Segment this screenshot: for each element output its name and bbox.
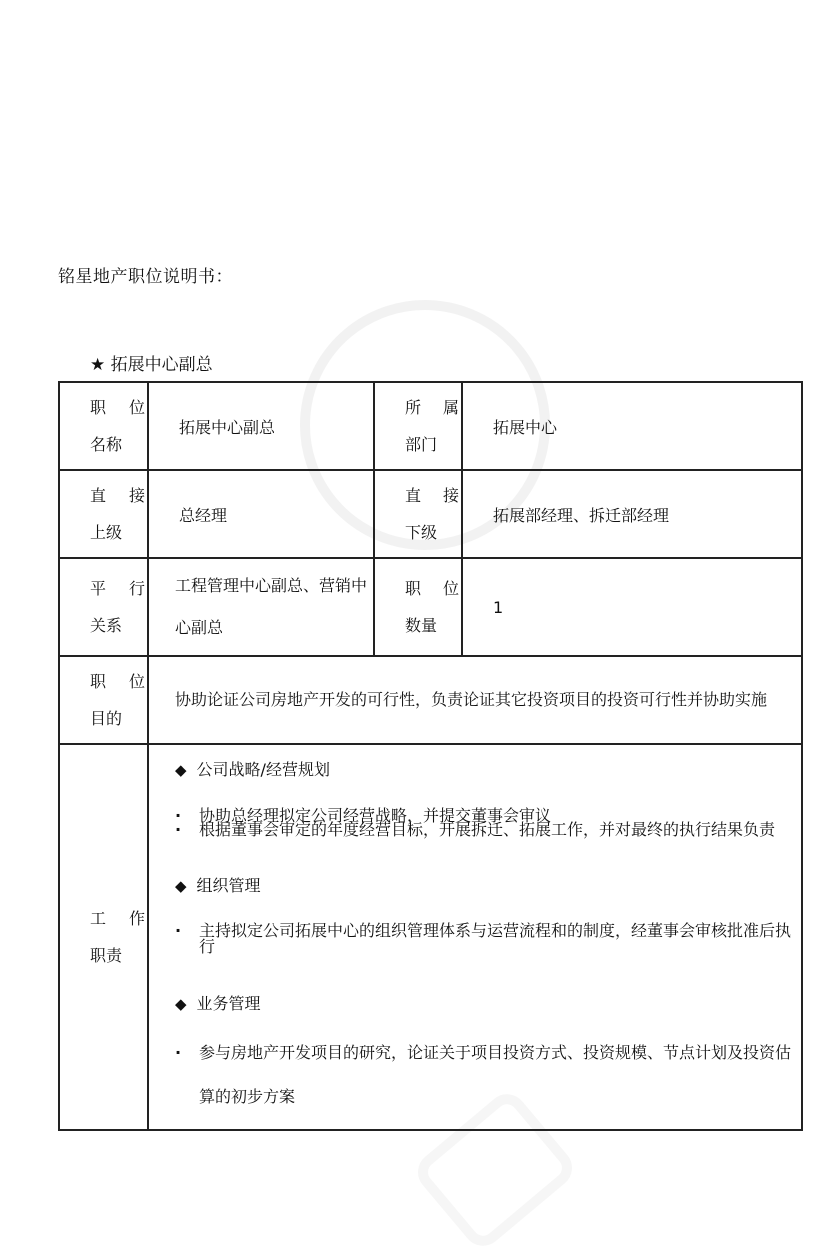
table-row [59,382,802,470]
duty-item: · 协助总经理拟定公司经营战略，并提交董事会审议 [175,806,552,825]
label-position-name: 职 位 名称 [59,382,148,470]
diamond-bullet-icon: ◆ [175,761,187,779]
duty-item: · 根据董事会审定的年度经营目标，开展拆迁、拓展工作，并对最终的执行结果负责 [175,820,776,839]
value-position-count: 1 [462,558,802,656]
job-duties-content [148,744,802,1130]
value-position-name: 拓展中心副总 [148,382,374,470]
table-row [59,656,802,744]
label-department: 所 属 部门 [374,382,462,470]
diamond-bullet-icon: ◆ [175,877,187,895]
label-direct-subordinate: 直 接 下级 [374,470,462,558]
duty-item: · 主持拟定公司拓展中心的组织管理体系与运营流程和的制度，经董事会审核批准后执行 [175,921,792,956]
value-direct-superior: 总经理 [148,470,374,558]
label-direct-superior: 直 接 上级 [59,470,148,558]
document-title: 铭星地产职位说明书： [58,267,233,287]
label-position-purpose: 职 位 目的 [59,656,148,744]
label-parallel-relation: 平 行 关系 [59,558,148,656]
bullet-icon: · [175,806,182,825]
table-row [59,744,802,1130]
duty-item: · 参与房地产开发项目的研究，论证关于项目投资方式、投资规模、节点计划及投资估算的初步方案 [175,1031,797,1119]
value-department: 拓展中心 [462,382,802,470]
duty-section-heading: ◆ 组织管理 [175,873,797,899]
bullet-icon: · [175,921,182,940]
bullet-icon: · [175,820,182,839]
duty-section-heading: ◆ 业务管理 [175,991,797,1017]
diamond-bullet-icon: ◆ [175,995,187,1013]
table-row [59,558,802,656]
duty-section-heading: ◆ 公司战略/经营规划 [175,757,797,783]
bullet-icon: · [175,1043,182,1062]
job-description-table [58,381,803,1131]
label-job-duties: 工 作 职责 [59,744,148,1130]
value-direct-subordinate: 拓展部经理、拆迁部经理 [462,470,802,558]
table-row [59,470,802,558]
label-position-count: 职 位 数量 [374,558,462,656]
value-position-purpose: 协助论证公司房地产开发的可行性，负责论证其它投资项目的投资可行性并协助实施 [148,656,802,744]
value-parallel-relation: 工程管理中心副总、营销中心副总 [148,558,374,656]
section-title: ★ 拓展中心副总 [90,355,213,375]
